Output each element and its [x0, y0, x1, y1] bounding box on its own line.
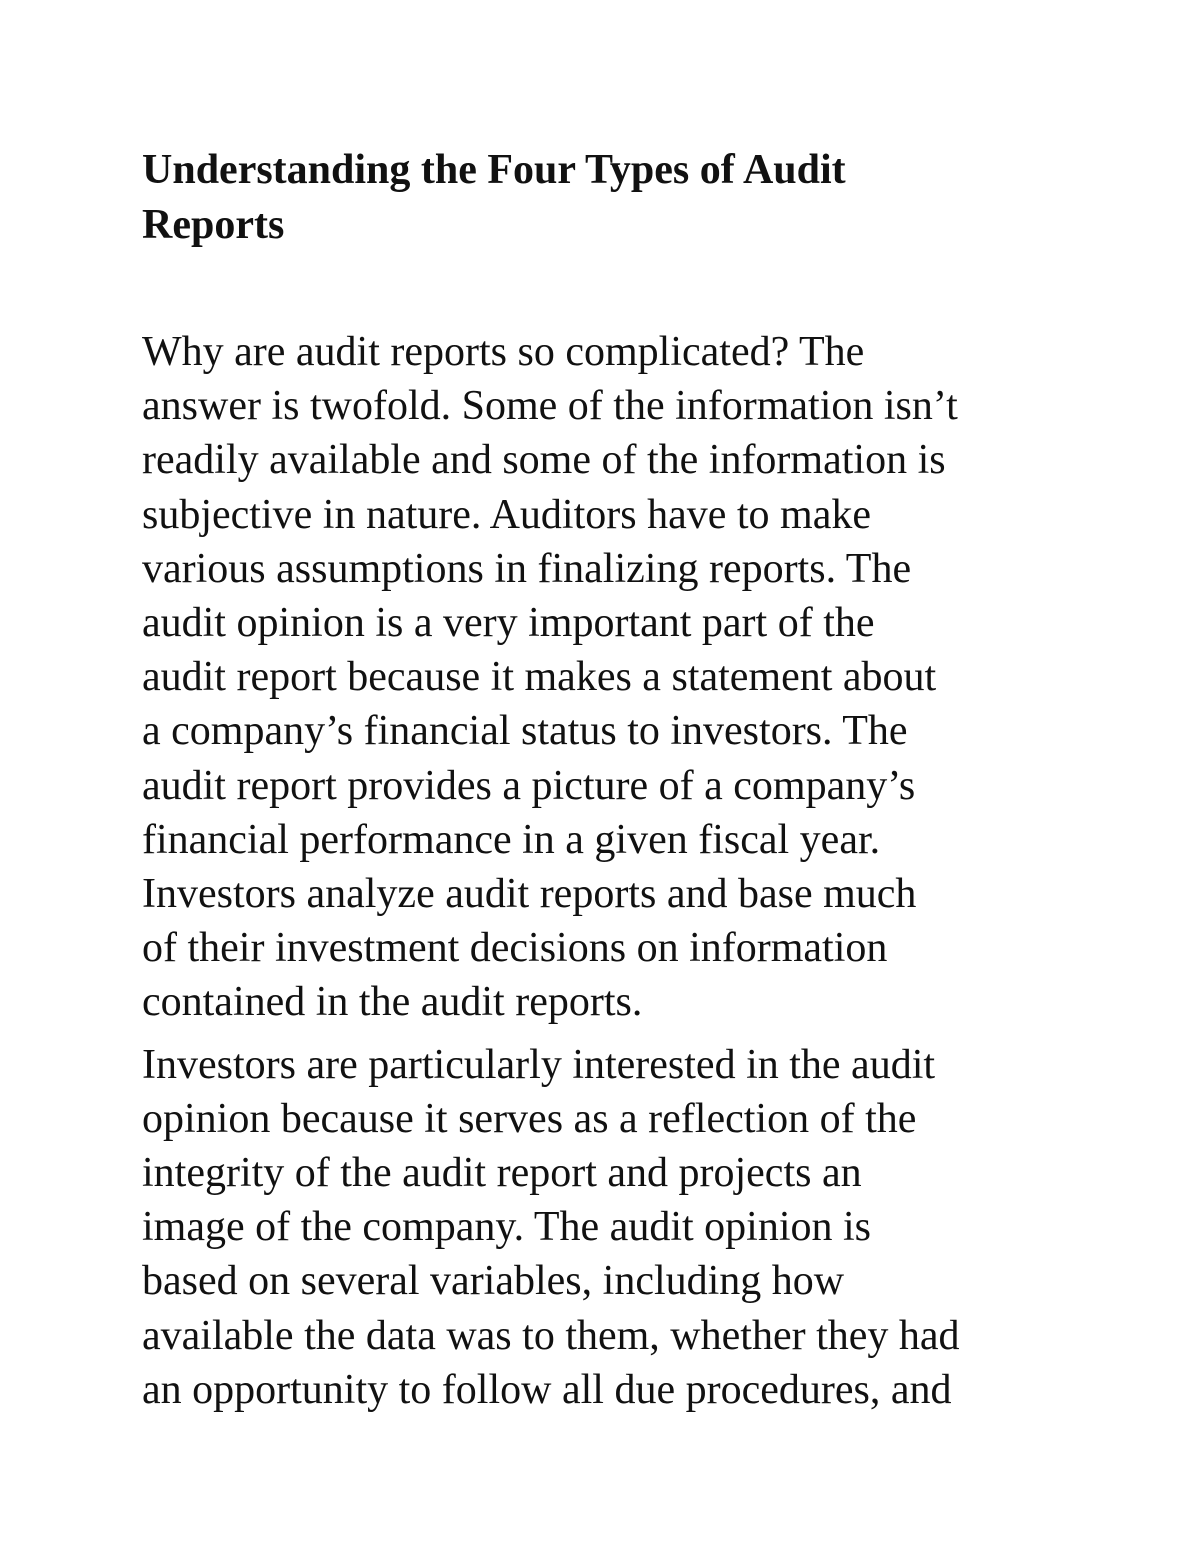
title-line: Understanding the Four Types of Audit	[142, 147, 846, 193]
paragraph-line: subjective in nature. Auditors have to make	[142, 491, 871, 538]
paragraph-line: financial performance in a given fiscal year.	[142, 816, 881, 863]
paragraph-line: an opportunity to follow all due procedures, and	[142, 1366, 952, 1413]
paragraph-line: image of the company. The audit opinion is	[142, 1204, 872, 1251]
paragraph-line: readily available and some of the information is	[142, 437, 946, 484]
paragraph-line: audit opinion is a very important part of the	[142, 600, 875, 647]
paragraph-line: various assumptions in finalizing reports. The	[142, 545, 912, 592]
paragraph-line: audit report because it makes a statement about	[142, 654, 937, 701]
document-title	[142, 143, 1082, 253]
paragraph-line: contained in the audit reports.	[142, 979, 643, 1026]
title-line: Reports	[142, 202, 285, 248]
paragraph-line: Why are audit reports so complicated? The	[142, 329, 865, 375]
paragraph-line: available the data was to them, whether they had	[142, 1312, 960, 1359]
paragraph-line: answer is twofold. Some of the information isn’t	[142, 383, 958, 430]
paragraph-line: integrity of the audit report and projects an	[142, 1150, 862, 1197]
paragraph-line: a company’s financial status to investors. The	[142, 708, 908, 755]
document-body	[142, 143, 1082, 1417]
paragraph-line: Investors analyze audit reports and base much	[142, 871, 917, 918]
paragraph-line: audit report provides a picture of a company’s	[142, 762, 916, 809]
paragraph-2	[142, 1038, 1082, 1417]
paragraph-line: of their investment decisions on information	[142, 925, 888, 972]
paragraph-line: based on several variables, including how	[142, 1258, 845, 1305]
paragraph-1	[142, 325, 1082, 1030]
paragraph-line: Investors are particularly interested in the audit	[142, 1041, 936, 1088]
paragraph-line: opinion because it serves as a reflection of the	[142, 1095, 917, 1142]
